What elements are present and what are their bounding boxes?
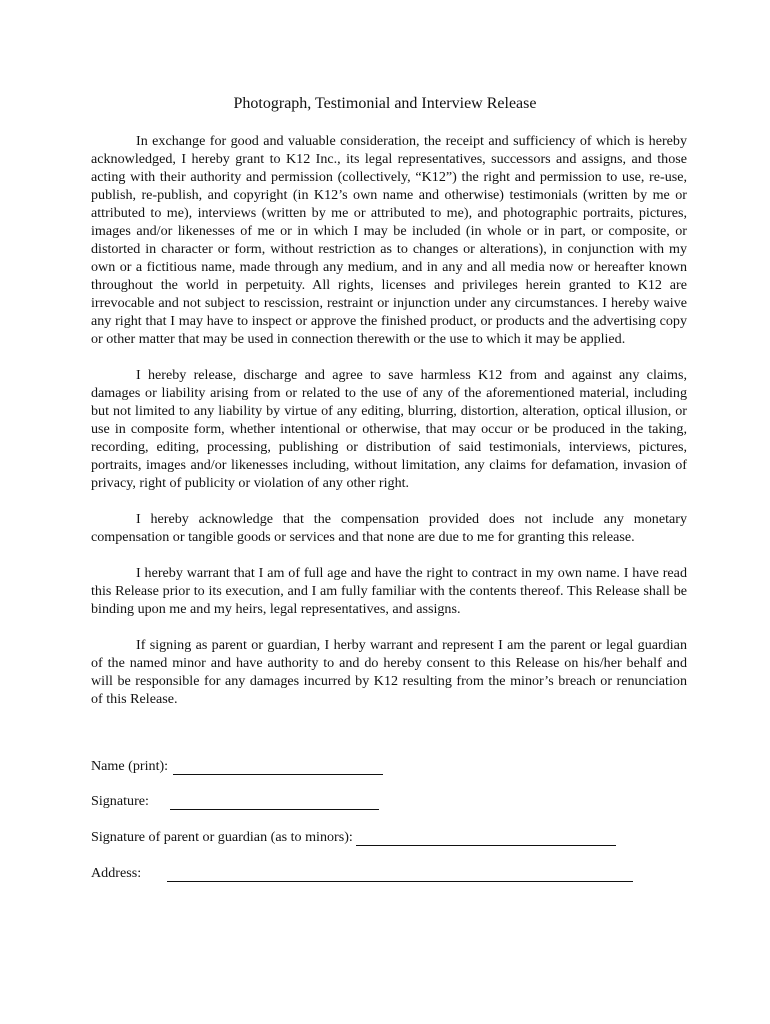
address-label: Address: bbox=[91, 865, 142, 881]
paragraph-grant: In exchange for good and valuable consideration, the receipt and sufficiency of which is hereby acknowledged, I hereby grant to K12 Inc., its legal representatives, successors and assigns, and those acting with their authority and permission (collectively, “K12”) the right and permission to use, re-use, publish, re-publish, and copyright (in K12’s own name and otherwise) testimonials (written by me or attributed to me), interviews (written by me or attributed to me), and photographic portraits, pictures, images and/or likenesses of me or in which I may be included (in whole or in part, or composite, or distorted in character or form, without restriction as to changes or alterations), in conjunction with my own or a fictitious name, made through any medium, and in any and all media now or hereafter known throughout the world in perpetuity. All rights, licenses and privileges herein granted to K12 are irrevocable and not subject to rescission, restraint or injunction under any circumstances. I hereby waive any right that I may have to inspect or approve the finished product, or products and the advertising copy or other matter that may be used in connection therewith or the use to which it may be applied. bbox=[91, 133, 687, 347]
signature-field-row bbox=[91, 792, 379, 810]
document-body bbox=[91, 132, 687, 726]
paragraph-release: I hereby release, discharge and agree to save harmless K12 from and against any claims, damages or liability arising from or related to the use of any of the aforementioned material, including but not limited to any liability by virtue of any editing, blurring, distortion, alteration, optical illusion, or use in composite form, whether intentional or otherwise, that may occur or be produced in the taking, recording, editing, processing, publishing or distribution of said testimonials, interviews, pictures, portraits, images and/or likenesses including, without limitation, any claims for defamation, invasion of privacy, right of publicity or violation of any other right. bbox=[91, 367, 687, 491]
guardian-signature-label: Signature of parent or guardian (as to minors): bbox=[91, 829, 353, 845]
document-title: Photograph, Testimonial and Interview Release bbox=[233, 95, 537, 112]
name-label: Name (print): bbox=[91, 758, 169, 774]
paragraph-compensation: I hereby acknowledge that the compensation provided does not include any monetary compensation or tangible goods or services and that none are due to me for granting this release. bbox=[91, 511, 687, 545]
guardian-signature-field-row bbox=[91, 828, 616, 846]
paragraph-warranty: I hereby warrant that I am of full age and have the right to contract in my own name. I have read this Release prior to its execution, and I am fully familiar with the contents thereof. This Release shall be binding upon me and my heirs, legal representatives, and assigns. bbox=[91, 565, 687, 617]
name-input-line[interactable] bbox=[173, 760, 383, 775]
signature-input-line[interactable] bbox=[170, 795, 379, 810]
paragraph-guardian: If signing as parent or guardian, I herby warrant and represent I am the parent or legal guardian of the named minor and have authority to and do hereby consent to this Release on his/her behalf and will be responsible for any damages incurred by K12 resulting from the minor’s breach or renunciation of this Release. bbox=[91, 637, 687, 707]
signature-label: Signature: bbox=[91, 793, 149, 809]
name-field-row bbox=[91, 757, 383, 775]
address-input-line[interactable] bbox=[167, 867, 633, 882]
guardian-signature-input-line[interactable] bbox=[356, 831, 616, 846]
address-field-row bbox=[91, 864, 633, 882]
